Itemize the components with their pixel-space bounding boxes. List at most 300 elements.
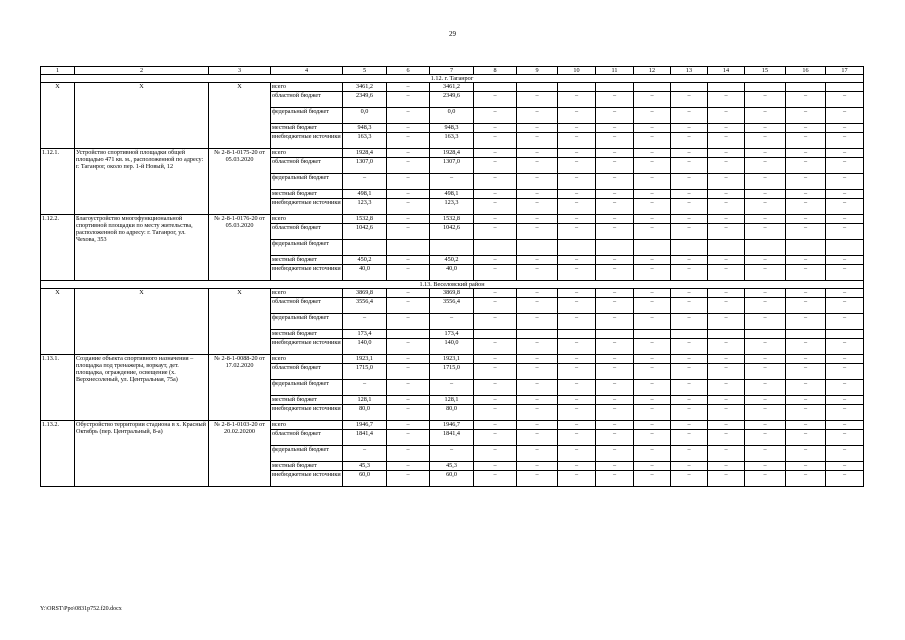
value-cell: – xyxy=(517,224,558,240)
value-cell: – xyxy=(826,380,864,396)
value-cell xyxy=(517,330,558,339)
value-col7: 948,3 xyxy=(430,124,474,133)
value-cell: – xyxy=(596,215,634,224)
value-cell: – xyxy=(596,355,634,364)
column-header: 11 xyxy=(596,67,634,75)
value-cell: – xyxy=(517,133,558,149)
value-cell: – xyxy=(474,190,517,199)
value-cell: – xyxy=(786,396,826,405)
value-cell: – xyxy=(826,289,864,298)
value-cell: – xyxy=(596,380,634,396)
value-cell: – xyxy=(596,430,634,446)
value-cell: – xyxy=(596,471,634,487)
value-cell: – xyxy=(558,124,596,133)
value-cell: – xyxy=(474,215,517,224)
value-cell xyxy=(708,240,745,256)
funding-source: внебюджетные источники xyxy=(271,405,343,421)
funding-source: всего xyxy=(271,83,343,92)
value-cell: – xyxy=(745,224,786,240)
entry-number: 1.12.1. xyxy=(41,149,75,215)
value-col6: – xyxy=(387,256,430,265)
value-cell: – xyxy=(596,314,634,330)
value-cell: – xyxy=(474,256,517,265)
value-cell: – xyxy=(786,133,826,149)
value-cell: – xyxy=(671,124,708,133)
value-cell: – xyxy=(634,158,671,174)
value-cell: – xyxy=(826,190,864,199)
funding-source: областной бюджет xyxy=(271,430,343,446)
value-total: – xyxy=(343,380,387,396)
value-cell: – xyxy=(558,471,596,487)
funding-source: внебюджетные источники xyxy=(271,133,343,149)
column-header: 10 xyxy=(558,67,596,75)
column-header: 9 xyxy=(517,67,558,75)
funding-source: областной бюджет xyxy=(271,92,343,108)
section-title-row xyxy=(41,75,864,83)
value-cell: – xyxy=(474,92,517,108)
value-total: 128,1 xyxy=(343,396,387,405)
value-cell: – xyxy=(634,289,671,298)
value-cell: – xyxy=(826,224,864,240)
value-cell: – xyxy=(708,265,745,281)
column-header-row xyxy=(41,67,864,75)
value-cell: – xyxy=(671,339,708,355)
value-cell: – xyxy=(596,256,634,265)
value-cell: – xyxy=(558,396,596,405)
entry-document: № 2-8-1-0175-20 от 05.03.2020 xyxy=(209,149,271,215)
value-cell xyxy=(671,240,708,256)
value-cell: – xyxy=(671,289,708,298)
value-cell: – xyxy=(745,133,786,149)
value-cell: – xyxy=(745,149,786,158)
value-cell: – xyxy=(517,149,558,158)
value-cell: – xyxy=(745,174,786,190)
value-cell: – xyxy=(671,133,708,149)
value-cell: – xyxy=(745,298,786,314)
value-col7: 163,3 xyxy=(430,133,474,149)
value-cell: – xyxy=(671,174,708,190)
value-cell: – xyxy=(596,421,634,430)
value-cell xyxy=(708,330,745,339)
value-cell: – xyxy=(474,149,517,158)
value-cell: – xyxy=(671,158,708,174)
value-col7: 3461,2 xyxy=(430,83,474,92)
budget-table xyxy=(40,66,864,487)
value-cell: – xyxy=(708,256,745,265)
value-cell: – xyxy=(671,215,708,224)
value-total: 3461,2 xyxy=(343,83,387,92)
value-cell xyxy=(474,240,517,256)
value-cell: – xyxy=(558,462,596,471)
value-col6: – xyxy=(387,339,430,355)
value-cell: – xyxy=(558,174,596,190)
value-col6: – xyxy=(387,462,430,471)
value-cell: – xyxy=(596,446,634,462)
value-col6: – xyxy=(387,265,430,281)
value-col7: 128,1 xyxy=(430,396,474,405)
value-cell: – xyxy=(558,314,596,330)
value-col6: – xyxy=(387,421,430,430)
value-col7: 3556,4 xyxy=(430,298,474,314)
value-total: 3556,4 xyxy=(343,298,387,314)
value-cell: – xyxy=(596,158,634,174)
value-col6: – xyxy=(387,224,430,240)
value-cell xyxy=(634,83,671,92)
value-cell: – xyxy=(558,446,596,462)
value-cell: – xyxy=(634,405,671,421)
column-header: 17 xyxy=(826,67,864,75)
value-cell: – xyxy=(634,174,671,190)
funding-source: федеральный бюджет xyxy=(271,380,343,396)
value-cell: – xyxy=(558,364,596,380)
value-cell: – xyxy=(786,199,826,215)
value-cell: – xyxy=(558,199,596,215)
section-title: 1.13. Веселовский район xyxy=(41,281,864,289)
value-cell: – xyxy=(745,446,786,462)
entry-name: Обустройство территории стадиона в х. Красный Октябрь (пер. Центральный, 8-а) xyxy=(75,421,209,487)
funding-source: федеральный бюджет xyxy=(271,240,343,256)
value-col7: 80,0 xyxy=(430,405,474,421)
value-cell: – xyxy=(474,158,517,174)
value-cell: – xyxy=(517,421,558,430)
entry-number: Х xyxy=(41,289,75,355)
value-cell: – xyxy=(826,124,864,133)
value-total: 498,1 xyxy=(343,190,387,199)
value-cell: – xyxy=(596,133,634,149)
value-cell: – xyxy=(517,430,558,446)
value-cell: – xyxy=(708,421,745,430)
value-cell: – xyxy=(786,421,826,430)
value-cell: – xyxy=(826,430,864,446)
value-col7: 40,0 xyxy=(430,265,474,281)
value-cell xyxy=(596,330,634,339)
value-cell: – xyxy=(634,265,671,281)
value-cell: – xyxy=(558,339,596,355)
value-cell: – xyxy=(474,396,517,405)
value-cell: – xyxy=(517,174,558,190)
value-cell: – xyxy=(558,149,596,158)
value-col6: – xyxy=(387,124,430,133)
value-col7: 1715,0 xyxy=(430,364,474,380)
value-cell: – xyxy=(708,124,745,133)
value-col7: 173,4 xyxy=(430,330,474,339)
value-total: 173,4 xyxy=(343,330,387,339)
value-cell xyxy=(558,83,596,92)
value-cell xyxy=(474,83,517,92)
value-cell: – xyxy=(786,289,826,298)
column-header: 6 xyxy=(387,67,430,75)
value-cell: – xyxy=(708,396,745,405)
value-cell: – xyxy=(517,339,558,355)
value-cell: – xyxy=(517,405,558,421)
value-cell: – xyxy=(596,199,634,215)
value-cell: – xyxy=(708,215,745,224)
value-cell: – xyxy=(786,174,826,190)
value-cell: – xyxy=(826,446,864,462)
value-cell: – xyxy=(517,92,558,108)
value-cell: – xyxy=(745,396,786,405)
value-cell xyxy=(671,83,708,92)
value-cell: – xyxy=(826,355,864,364)
value-total: 0,0 xyxy=(343,108,387,124)
value-cell: – xyxy=(786,314,826,330)
value-cell: – xyxy=(474,355,517,364)
value-total: – xyxy=(343,314,387,330)
value-col6: – xyxy=(387,446,430,462)
value-cell: – xyxy=(634,430,671,446)
value-total: 80,0 xyxy=(343,405,387,421)
value-cell: – xyxy=(786,265,826,281)
value-cell: – xyxy=(671,314,708,330)
value-cell: – xyxy=(786,471,826,487)
entry-name: Х xyxy=(75,83,209,149)
value-cell: – xyxy=(708,446,745,462)
value-cell: – xyxy=(474,298,517,314)
value-col7: – xyxy=(430,314,474,330)
value-cell: – xyxy=(634,462,671,471)
column-header: 14 xyxy=(708,67,745,75)
value-cell: – xyxy=(558,256,596,265)
value-cell: – xyxy=(558,355,596,364)
funding-source: местный бюджет xyxy=(271,190,343,199)
entry-number: 1.13.1. xyxy=(41,355,75,421)
value-col6: – xyxy=(387,471,430,487)
value-cell: – xyxy=(708,462,745,471)
value-cell: – xyxy=(474,339,517,355)
value-cell: – xyxy=(708,339,745,355)
value-cell: – xyxy=(474,421,517,430)
table-row xyxy=(41,149,864,158)
value-cell: – xyxy=(745,430,786,446)
value-cell xyxy=(558,240,596,256)
value-cell xyxy=(634,330,671,339)
value-total: 1715,0 xyxy=(343,364,387,380)
value-cell: – xyxy=(786,430,826,446)
value-cell: – xyxy=(745,355,786,364)
value-cell: – xyxy=(745,339,786,355)
entry-document: Х xyxy=(209,289,271,355)
value-total xyxy=(343,240,387,256)
value-cell: – xyxy=(745,215,786,224)
value-total: 2349,6 xyxy=(343,92,387,108)
value-cell: – xyxy=(708,289,745,298)
entry-number: 1.12.2. xyxy=(41,215,75,281)
value-cell: – xyxy=(474,224,517,240)
table-row xyxy=(41,83,864,92)
column-header: 7 xyxy=(430,67,474,75)
value-cell: – xyxy=(474,446,517,462)
funding-source: областной бюджет xyxy=(271,224,343,240)
value-cell: – xyxy=(708,405,745,421)
entry-document: Х xyxy=(209,83,271,149)
value-total: 1841,4 xyxy=(343,430,387,446)
value-cell: – xyxy=(786,446,826,462)
value-cell: – xyxy=(634,396,671,405)
table-row xyxy=(41,215,864,224)
value-cell: – xyxy=(826,149,864,158)
funding-source: местный бюджет xyxy=(271,396,343,405)
value-cell: – xyxy=(708,149,745,158)
value-cell: – xyxy=(826,215,864,224)
value-cell: – xyxy=(558,298,596,314)
value-cell: – xyxy=(596,174,634,190)
value-cell: – xyxy=(634,471,671,487)
value-cell: – xyxy=(745,108,786,124)
page-number: 29 xyxy=(449,30,456,38)
value-cell: – xyxy=(708,314,745,330)
value-cell: – xyxy=(596,298,634,314)
value-total: 1928,4 xyxy=(343,149,387,158)
value-cell: – xyxy=(786,158,826,174)
funding-source: всего xyxy=(271,421,343,430)
value-cell: – xyxy=(671,471,708,487)
value-cell xyxy=(826,330,864,339)
value-cell: – xyxy=(786,339,826,355)
value-cell: – xyxy=(745,289,786,298)
value-cell: – xyxy=(745,471,786,487)
value-cell: – xyxy=(474,471,517,487)
funding-source: внебюджетные источники xyxy=(271,471,343,487)
value-col6: – xyxy=(387,364,430,380)
value-cell: – xyxy=(517,265,558,281)
value-col7: 45,3 xyxy=(430,462,474,471)
value-cell: – xyxy=(517,364,558,380)
value-cell: – xyxy=(745,256,786,265)
value-col7: 1042,6 xyxy=(430,224,474,240)
entry-number: 1.13.2. xyxy=(41,421,75,487)
value-cell xyxy=(596,240,634,256)
value-cell xyxy=(786,240,826,256)
column-header: 16 xyxy=(786,67,826,75)
value-cell: – xyxy=(671,224,708,240)
value-cell: – xyxy=(786,298,826,314)
value-cell: – xyxy=(671,421,708,430)
funding-source: всего xyxy=(271,355,343,364)
value-cell: – xyxy=(474,108,517,124)
value-cell: – xyxy=(708,298,745,314)
value-cell: – xyxy=(826,174,864,190)
value-cell: – xyxy=(474,405,517,421)
column-header: 1 xyxy=(41,67,75,75)
funding-source: местный бюджет xyxy=(271,124,343,133)
value-total: 1923,1 xyxy=(343,355,387,364)
value-cell: – xyxy=(671,462,708,471)
value-cell: – xyxy=(634,224,671,240)
column-header: 12 xyxy=(634,67,671,75)
value-cell: – xyxy=(745,158,786,174)
value-col6: – xyxy=(387,355,430,364)
value-cell: – xyxy=(596,462,634,471)
value-cell: – xyxy=(634,149,671,158)
column-header: 5 xyxy=(343,67,387,75)
value-col6: – xyxy=(387,108,430,124)
funding-source: областной бюджет xyxy=(271,158,343,174)
value-cell: – xyxy=(474,289,517,298)
value-cell: – xyxy=(708,199,745,215)
entry-name: Устройство спортивной площадки общей площадью 471 кв. м., расположенной по адресу: г. Таганрог, около пер. 1-й Новый, 12 xyxy=(75,149,209,215)
value-total: 450,2 xyxy=(343,256,387,265)
value-cell: – xyxy=(671,190,708,199)
value-col6: – xyxy=(387,380,430,396)
value-cell: – xyxy=(558,405,596,421)
value-cell: – xyxy=(634,298,671,314)
value-col7: 2349,6 xyxy=(430,92,474,108)
value-cell: – xyxy=(634,380,671,396)
value-total: 60,0 xyxy=(343,471,387,487)
value-cell: – xyxy=(826,92,864,108)
value-cell: – xyxy=(671,108,708,124)
value-col6: – xyxy=(387,83,430,92)
funding-source: всего xyxy=(271,215,343,224)
value-cell xyxy=(745,330,786,339)
value-cell: – xyxy=(786,364,826,380)
entry-name: Х xyxy=(75,289,209,355)
column-header: 2 xyxy=(75,67,209,75)
value-cell: – xyxy=(517,462,558,471)
value-col6: – xyxy=(387,190,430,199)
value-cell: – xyxy=(596,405,634,421)
value-cell: – xyxy=(596,364,634,380)
entry-document: № 2-8-1-0088-20 от 17.02.2020 xyxy=(209,355,271,421)
value-cell: – xyxy=(474,124,517,133)
value-cell: – xyxy=(558,190,596,199)
value-cell xyxy=(786,330,826,339)
funding-source: федеральный бюджет xyxy=(271,174,343,190)
value-col6 xyxy=(387,330,430,339)
value-cell: – xyxy=(671,355,708,364)
value-total: 1946,7 xyxy=(343,421,387,430)
value-cell xyxy=(826,83,864,92)
funding-source: местный бюджет xyxy=(271,330,343,339)
value-cell: – xyxy=(671,405,708,421)
funding-source: внебюджетные источники xyxy=(271,265,343,281)
value-cell: – xyxy=(745,314,786,330)
value-cell: – xyxy=(745,405,786,421)
value-cell: – xyxy=(786,190,826,199)
value-col6: – xyxy=(387,174,430,190)
value-cell: – xyxy=(826,298,864,314)
value-col7: 60,0 xyxy=(430,471,474,487)
column-header: 13 xyxy=(671,67,708,75)
value-cell: – xyxy=(634,339,671,355)
value-cell: – xyxy=(671,430,708,446)
funding-source: федеральный бюджет xyxy=(271,446,343,462)
value-cell: – xyxy=(558,421,596,430)
value-cell: – xyxy=(786,124,826,133)
value-cell: – xyxy=(474,380,517,396)
value-cell: – xyxy=(786,405,826,421)
funding-source: всего xyxy=(271,149,343,158)
value-cell: – xyxy=(517,199,558,215)
value-cell: – xyxy=(826,314,864,330)
value-cell: – xyxy=(634,314,671,330)
value-total: 948,3 xyxy=(343,124,387,133)
funding-source: областной бюджет xyxy=(271,364,343,380)
value-col6: – xyxy=(387,92,430,108)
value-cell: – xyxy=(634,108,671,124)
value-col7: 450,2 xyxy=(430,256,474,265)
value-cell: – xyxy=(596,124,634,133)
value-col6: – xyxy=(387,298,430,314)
value-cell: – xyxy=(596,224,634,240)
value-cell: – xyxy=(786,149,826,158)
column-header: 4 xyxy=(271,67,343,75)
value-col6: – xyxy=(387,430,430,446)
value-cell: – xyxy=(786,92,826,108)
value-total: 1307,0 xyxy=(343,158,387,174)
value-cell: – xyxy=(745,124,786,133)
file-path-footer: Y:\ORST\Ppo\0831p752.f20.docx xyxy=(40,606,122,612)
